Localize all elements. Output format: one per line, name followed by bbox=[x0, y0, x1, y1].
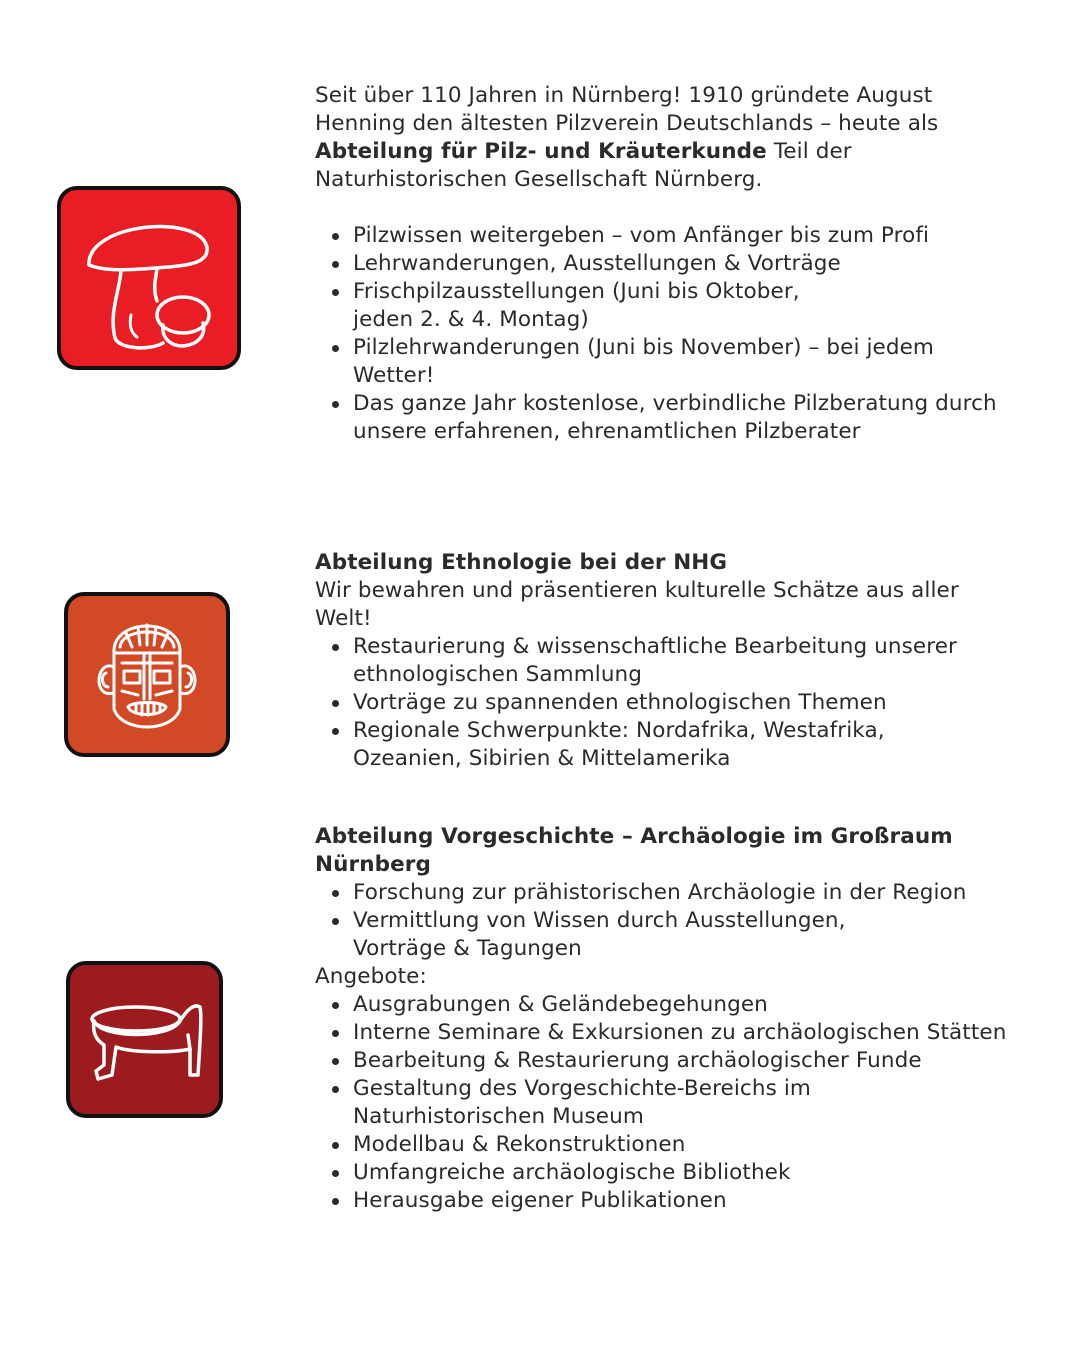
vorge-section bbox=[315, 823, 1020, 1215]
list-item: Gestaltung des Vorgeschichte-Bereichs im Naturhistorischen Museum bbox=[315, 1075, 933, 1131]
list-item: Herausgabe eigener Publikationen bbox=[315, 1187, 1020, 1215]
list-item: Frischpilzausstellungen (Juni bis Oktober, jeden 2. & 4. Montag) bbox=[315, 278, 853, 334]
list-item: Ausgrabungen & Geländebegehungen bbox=[315, 991, 1020, 1019]
list-item: Vermittlung von Wissen durch Ausstellungen, Vorträge & Tagungen bbox=[315, 907, 943, 963]
list-item: Vorträge zu spannenden ethnologischen Themen bbox=[315, 689, 1020, 717]
offers-list bbox=[315, 991, 1020, 1215]
mushroom-tile bbox=[57, 186, 241, 370]
footed-bowl-icon bbox=[82, 995, 208, 1085]
pilz-intro-text: Seit über 110 Jahren in Nürnberg! 1910 gründete August Henning den ältesten Pilzverein Deutschlands – heute als bbox=[315, 83, 939, 136]
list-item: Forschung zur prähistorischen Archäologie in der Region bbox=[315, 879, 993, 907]
ethno-section bbox=[315, 549, 1020, 773]
list-item: Umfangreiche archäologische Bibliothek bbox=[315, 1159, 1020, 1187]
list-item: Bearbeitung & Restaurierung archäologischer Funde bbox=[315, 1047, 1020, 1075]
offers-label: Angebote: bbox=[315, 964, 427, 989]
ethno-heading: Abteilung Ethnologie bei der NHG bbox=[315, 550, 728, 575]
pilz-section bbox=[315, 82, 1020, 446]
vorge-list bbox=[315, 879, 1020, 963]
ethno-list bbox=[315, 633, 1020, 773]
list-item: Interne Seminare & Exkursionen zu archäologischen Stätten bbox=[315, 1019, 1013, 1047]
ethnic-mask-icon bbox=[82, 609, 212, 741]
mushroom-icon bbox=[79, 203, 219, 353]
pilz-intro-highlight: Abteilung für Pilz- und Kräuterkunde bbox=[315, 139, 767, 164]
bowl-tile bbox=[66, 961, 223, 1118]
list-item: Modellbau & Rekonstruktionen bbox=[315, 1131, 1020, 1159]
list-item: Regionale Schwerpunkte: Nordafrika, Westafrika, Ozeanien, Sibirien & Mittelamerika bbox=[315, 717, 973, 773]
pilz-intro bbox=[315, 82, 1020, 194]
pilz-list bbox=[315, 222, 1020, 446]
list-item: Pilzlehrwanderungen (Juni bis November) – bei jedem Wetter! bbox=[315, 334, 943, 390]
mask-tile bbox=[64, 592, 230, 757]
pilz-intro-text-end: Teil der Naturhistorischen Gesellschaft Nürnberg. bbox=[315, 139, 852, 192]
vorge-heading: Abteilung Vorgeschichte – Archäologie im Großraum Nürnberg bbox=[315, 824, 953, 877]
ethno-intro: Wir bewahren und präsentieren kulturelle Schätze aus aller Welt! bbox=[315, 578, 959, 631]
list-item: Das ganze Jahr kostenlose, verbindliche Pilzberatung durch unsere erfahrenen, ehrenamtlichen Pilzberater bbox=[315, 390, 1020, 446]
list-item: Pilzwissen weitergeben – vom Anfänger bis zum Profi bbox=[315, 222, 1020, 250]
list-item: Restaurierung & wissenschaftliche Bearbeitung unserer ethnologischen Sammlung bbox=[315, 633, 1020, 689]
list-item: Lehrwanderungen, Ausstellungen & Vorträge bbox=[315, 250, 1020, 278]
